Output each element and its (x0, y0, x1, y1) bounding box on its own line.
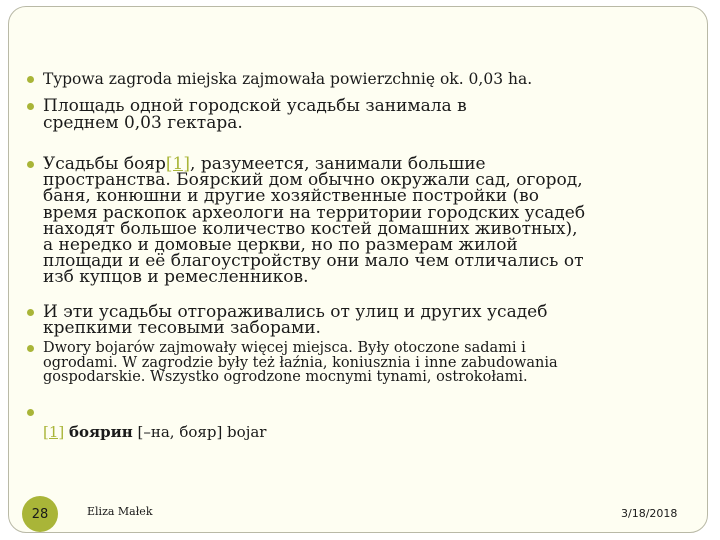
footnote-definition: [–на, бояр] bojar (132, 423, 267, 441)
page-number-badge (22, 496, 58, 532)
bullet-item-empty (27, 409, 43, 416)
bullet-text-start: Усадьбы бояр (43, 154, 166, 174)
footer-author: Eliza Małek (87, 505, 153, 518)
bullet-text: Dwory bojarów zajmowały więcej miejsca. Były otoczone sadami i ogrodami. W zagrodzie były też łaźnia, koniusznia i inne zabudowania gospodarskie. Wszystko ogrodzone mocnymi tynami, ostrokołami. (43, 340, 558, 385)
footer-date: 3/18/2018 (621, 507, 678, 520)
bullet-dot-icon (27, 309, 34, 316)
page-number: 28 (31, 506, 49, 522)
bullet-item (27, 156, 587, 286)
footnote-ref-link[interactable]: [1] (165, 154, 191, 174)
bullet-item (27, 302, 557, 339)
bullet-text: Typowa zagroda miejska zajmowała powierzchnię ok. 0,03 ha. (43, 70, 533, 88)
slide (8, 6, 708, 533)
bullet-text: И эти усадьбы отгораживались от улиц и других усадеб крепкими тесовыми заборами. (43, 302, 548, 339)
footnote (43, 424, 266, 440)
footnote-word: боярин (69, 423, 133, 441)
bullet-item (27, 98, 527, 132)
bullet-text-end: , разумеется, занимали большие пространства. Боярский дом обычно окружали сад, огород, баня, конюшни и другие хозяйственные постройки (во время раскопок археологи на территории городских усадеб находят большое количество костей домашних животных), а нередко и домовые церкви, но по размерам жилой площади и её благоустройству они мало чем отличались от изб купцов и ремесленников. (43, 154, 586, 288)
bullet-dot-icon (27, 76, 34, 83)
footnote-ref-link[interactable]: [1] (43, 423, 65, 441)
bullet-dot-icon (27, 103, 34, 110)
bullet-dot-icon (27, 161, 34, 168)
bullet-dot-icon (27, 345, 34, 352)
bullet-text (43, 156, 587, 286)
bullet-item (27, 341, 587, 385)
bullet-item (27, 71, 532, 87)
bullet-text: Площадь одной городской усадьбы занимала в среднем 0,03 гектара. (43, 96, 467, 133)
bullet-dot-icon (27, 409, 34, 416)
